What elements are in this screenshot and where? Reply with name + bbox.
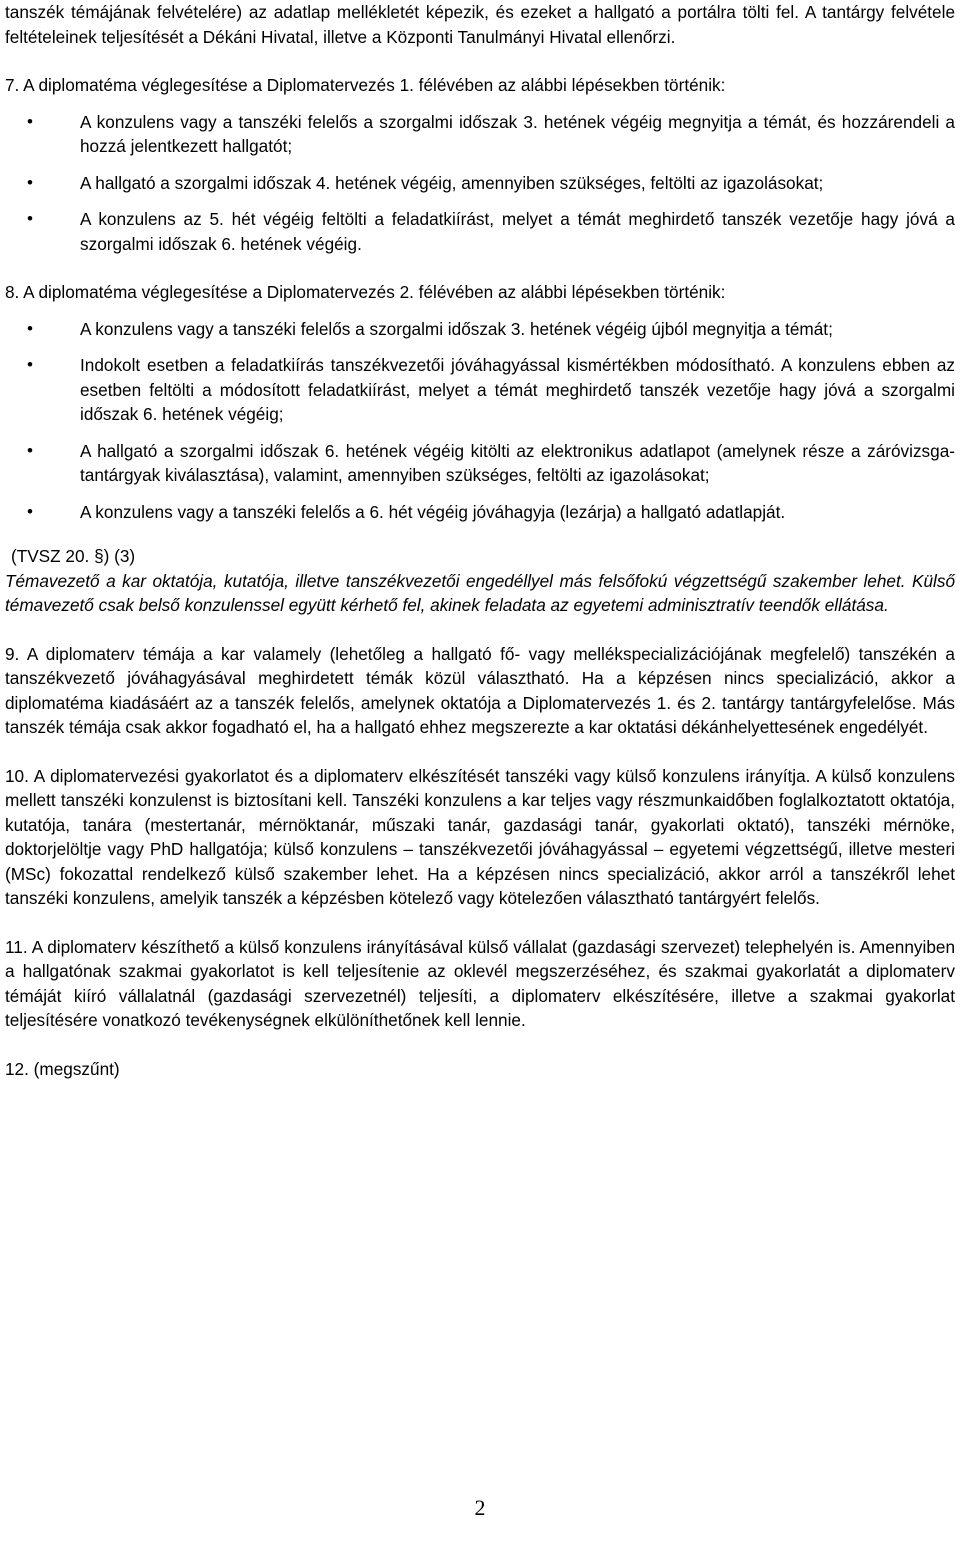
list-item: • A konzulens vagy a tanszéki felelős a 6. hét végéig jóváhagyja (lezárja) a hallgató adatlapját. [5, 500, 955, 525]
list-item: • A konzulens az 5. hét végéig feltölti a feladatkiírást, melyet a témát meghirdető tanszék vezetője hagy jóvá a szorgalmi időszak 6. hetének végéig. [5, 207, 955, 256]
spacer [5, 618, 955, 642]
section-12-paragraph: 12. (megszűnt) [5, 1058, 120, 1079]
italic-note: Témavezető a kar oktatója, kutatója, illetve tanszékvezetői engedéllyel más felsőfokú végzettségű szakember lehet. Külső témavezető csak belső konzulenssel együtt kérhető fel, akinek feladata az egyetemi adminisztratív teendők ellátása. [5, 570, 955, 615]
intro-paragraph: tanszék témájának felvételére) az adatlap mellékletét képezik, és ezeket a hallgató a portálra tölti fel. A tantárgy felvétele feltételeinek teljesítését a Dékáni Hivatal, illetve a Központi Tanulmányi Hivatal ellenőrzi. [5, 2, 955, 47]
section-9-paragraph: 9. A diplomaterv témája a kar valamely (lehetőleg a hallgató fő- vagy mellékspecializációjának megfelelő) tanszékén a tanszékvezető jóváhagyásával meghirdetett témák közül választható. Ha a képzésen nincs specializáció, akkor a diplomatéma kiadásáért az a tanszék felelős, amelynek oktatója a Diplomatervezés 1. és 2. tantárgy tantárgyfelelőse. Más tanszék témája csak akkor fogadható el, ha a hallgató ehhez megszerezte a kar oktatási dékánhelyettesének engedélyét. [5, 643, 955, 737]
document-page [5, 0, 955, 1081]
section-7-heading: 7. A diplomatéma véglegesítése a Diplomatervezés 1. félévében az alábbi lépésekben történik: [5, 75, 726, 95]
spacer [5, 740, 955, 764]
section-7-list [5, 110, 955, 257]
section-8-list [5, 317, 955, 525]
list-item: • A konzulens vagy a tanszéki felelős a szorgalmi időszak 3. hetének végéig újból megnyitja a témát; [5, 317, 955, 342]
section-10-paragraph: 10. A diplomatervezési gyakorlatot és a diplomaterv elkészítését tanszéki vagy külső konzulens irányítja. A külső konzulens mellett tanszéki konzulenst is biztosítani kell. Tanszéki konzulens a kar teljes vagy részmunkaidőben foglalkoztatott oktatója, kutatója, tanára (mestertanár, mérnöktanár, műszaki tanár, gazdasági tanár, gyakorlati oktató), tanszéki mérnöke, doktorjelöltje vagy PhD hallgatója; külső konzulens – tanszékvezetői jóváhagyással – egyetemi végzettségű, illetve mesteri (MSc) fokozattal rendelkező külső szakember lehet. Ha a képzésen nincs specializáció, akkor arról a tanszékről lehet tanszéki konzulens, amelyik tanszék a képzésben kötelező vagy kötelezően választható tantárgyért felelős. [5, 765, 955, 908]
list-item: • Indokolt esetben a feladatkiírás tanszékvezetői jóváhagyással kismértékben módosítható. A konzulens ebben az esetben feltölti a módosított feladatkiírást, melyet a témát meghirdető tanszék vezetője hagy jóvá a szorgalmi időszak 6. hetének végéig; [5, 353, 955, 427]
list-item: • A hallgató a szorgalmi időszak 6. hetének végéig kitölti az elektronikus adatlapot (amelynek része a záróvizsga-tantárgyak kiválasztása), valamint, amennyiben szükséges, feltölti az igazolásokat; [5, 439, 955, 488]
section-11-paragraph: 11. A diplomaterv készíthető a külső konzulens irányításával külső vállalat (gazdasági szervezet) telephelyén is. Amennyiben a hallgatónak szakmai gyakorlatot is kell teljesítenie az oklevél megszerzéséhez, és szakmai gyakorlatát a diplomaterv témáját kiíró vállalatnál (gazdasági szervezetnél) teljesíti, a diplomaterv elkészítésére, illetve a szakmai gyakorlat teljesítésére vonatkozó tevékenységnek elkülöníthetőnek kell lennie. [5, 936, 955, 1030]
spacer [5, 1033, 955, 1057]
list-item: • A konzulens vagy a tanszéki felelős a szorgalmi időszak 3. hetének végéig megnyitja a témát, és hozzárendeli a hozzá jelentkezett hallgatót; [5, 110, 955, 159]
spacer [5, 524, 955, 544]
spacer [5, 49, 955, 73]
list-item: • A hallgató a szorgalmi időszak 4. hetének végéig, amennyiben szükséges, feltölti az igazolásokat; [5, 171, 955, 196]
section-8-heading: 8. A diplomatéma véglegesítése a Diplomatervezés 2. félévében az alábbi lépésekben történik: [5, 282, 726, 302]
spacer [5, 256, 955, 280]
spacer [5, 911, 955, 935]
tvsz-reference: (TVSZ 20. §) (3) [11, 546, 136, 566]
page-number: 2 [474, 1495, 486, 1520]
